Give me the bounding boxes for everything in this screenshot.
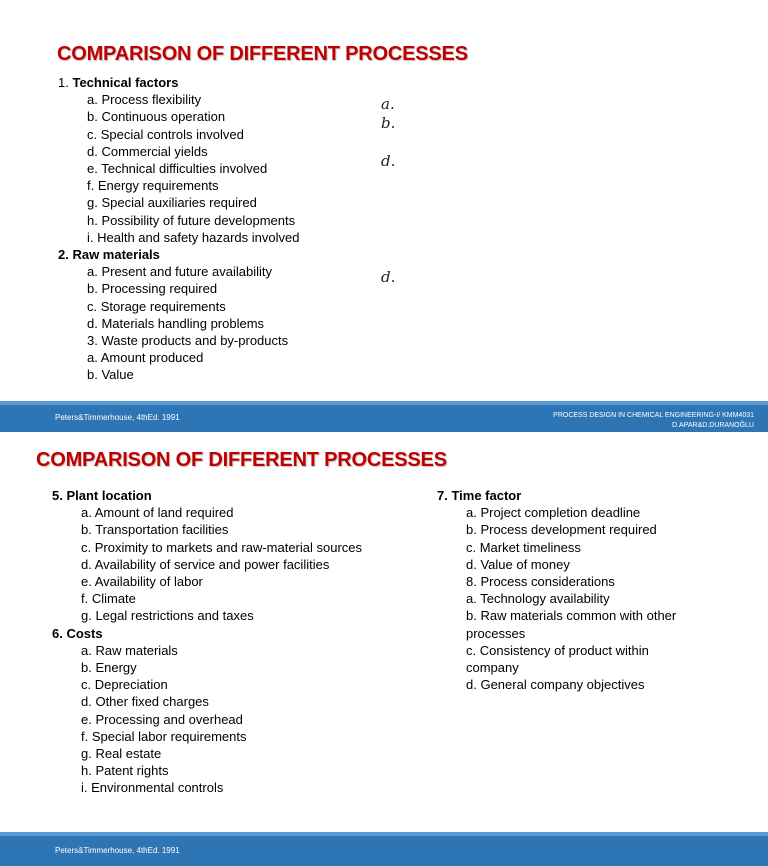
list-item: g. Real estate: [81, 746, 162, 762]
list-item: b. Energy: [81, 660, 137, 676]
slide-title: COMPARISON OF DIFFERENT PROCESSES: [57, 43, 468, 65]
list-item: d. Availability of service and power facilities: [81, 556, 330, 572]
list-item: f. Energy requirements: [87, 178, 219, 194]
section-heading-technical-factors: [58, 74, 299, 91]
content-list: [58, 74, 299, 384]
marker-d: d.: [381, 152, 396, 170]
course-authors: D.APAR&D.DURANOĞLU: [672, 422, 754, 429]
list-item: b. Continuous operation: [87, 109, 226, 125]
slide-1: [0, 0, 768, 432]
list-item: d. Commercial yields: [87, 143, 208, 159]
section-heading-plant-location: 5. Plant location: [52, 488, 152, 503]
list-item: c. Depreciation: [81, 677, 168, 693]
list-item: g. Legal restrictions and taxes: [81, 608, 254, 624]
section-number: 1.: [58, 75, 69, 90]
list-item: a. Amount of land required: [81, 505, 234, 521]
list-item: b. Process development required: [466, 522, 657, 538]
footer-course-info: [553, 411, 754, 431]
list-item: a. Raw materials: [81, 642, 178, 658]
list-item: b. Transportation facilities: [81, 522, 229, 538]
list-item: g. Special auxiliaries required: [87, 195, 257, 211]
list-item: d. General company objectives: [466, 677, 645, 693]
slide-2: [0, 432, 768, 866]
section-heading-raw-materials: 2. Raw materials: [58, 247, 160, 263]
list-item: d. Materials handling problems: [87, 315, 265, 331]
list-item: i. Environmental controls: [81, 780, 224, 796]
list-item: d. Other fixed charges: [81, 694, 209, 710]
content-list-right: [437, 487, 697, 693]
list-item: h. Patent rights: [81, 763, 169, 779]
list-item: a. Present and future availability: [87, 264, 272, 280]
slide-title: COMPARISON OF DIFFERENT PROCESSES: [36, 449, 447, 471]
list-item: e. Technical difficulties involved: [87, 161, 268, 177]
footer-citation: Peters&Timmerhouse, 4thEd. 1991: [55, 846, 180, 855]
list-item: 3. Waste products and by-products: [87, 333, 289, 349]
marker-a: a.: [381, 95, 395, 113]
list-item: b. Processing required: [87, 281, 218, 297]
list-item: c. Market timeliness: [466, 539, 581, 555]
section-label: Technical factors: [72, 75, 179, 90]
list-item: f. Special labor requirements: [81, 728, 247, 744]
section-heading-costs: 6. Costs: [52, 625, 103, 641]
list-item: h. Possibility of future developments: [87, 212, 296, 228]
list-item: d. Value of money: [466, 556, 570, 572]
course-title: PROCESS DESIGN IN CHEMICAL ENGINEERING-I/ KMM4031: [553, 412, 754, 419]
list-item: a. Project completion deadline: [466, 505, 641, 521]
list-item: b. Raw materials common with other processes: [466, 608, 677, 641]
content-list-left: [52, 487, 362, 797]
footer-bar: [0, 832, 768, 866]
list-item: a. Technology availability: [466, 591, 610, 607]
list-item: e. Processing and overhead: [81, 711, 243, 727]
list-item: c. Proximity to markets and raw-material sources: [81, 539, 363, 555]
list-item: e. Availability of labor: [81, 574, 203, 590]
marker-b: b.: [381, 114, 396, 132]
list-item: c. Storage requirements: [87, 298, 226, 314]
list-item: 8. Process considerations: [466, 574, 615, 590]
footer-citation: Peters&Timmerhouse, 4thEd. 1991: [55, 413, 180, 422]
list-item: a. Process flexibility: [87, 92, 202, 108]
list-item: c. Consistency of product within company: [466, 642, 649, 676]
list-item: f. Climate: [81, 591, 136, 607]
list-item: a. Amount produced: [87, 350, 204, 366]
section-heading-time-factor: 7. Time factor: [437, 488, 522, 503]
list-item: c. Special controls involved: [87, 126, 244, 142]
list-item: b. Value: [87, 367, 134, 383]
footer-bar: [0, 401, 768, 432]
list-item: i. Health and safety hazards involved: [87, 229, 300, 245]
marker-d-2: d.: [381, 268, 396, 286]
